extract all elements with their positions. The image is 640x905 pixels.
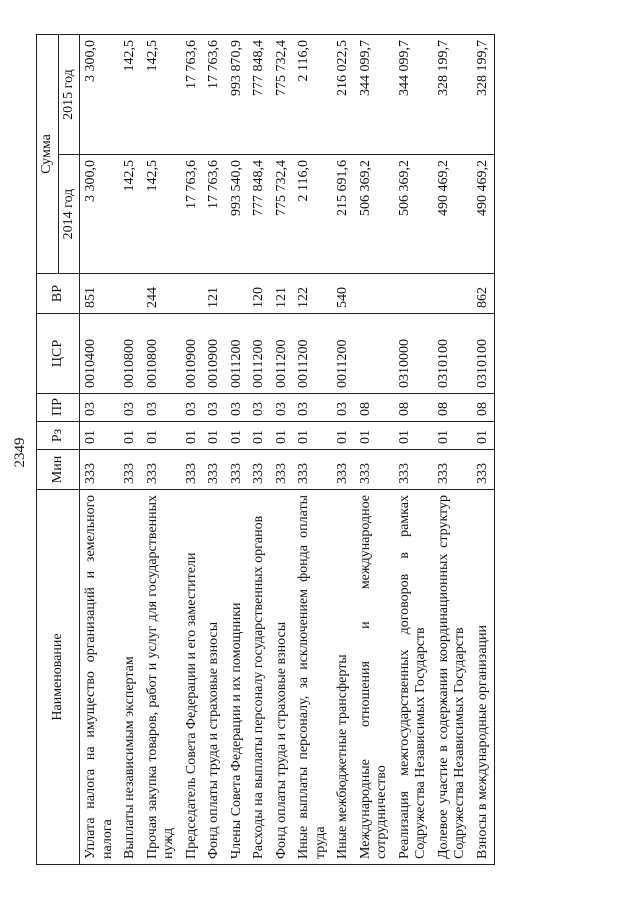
- table-row: [80, 35, 120, 865]
- row-pr: 08: [472, 394, 495, 422]
- row-pr: 03: [248, 394, 271, 422]
- row-sum-2015: 17 763,6: [181, 35, 204, 155]
- row-sum-2014: 215 691,6: [332, 155, 355, 274]
- row-rz: 01: [248, 422, 271, 450]
- row-rz: 01: [226, 422, 249, 450]
- table-row: [142, 35, 181, 865]
- table-row: [226, 35, 249, 865]
- row-csr: 0310100: [472, 314, 495, 394]
- row-min: 333: [248, 450, 271, 490]
- row-sum-2014: 777 848,4: [248, 155, 271, 274]
- row-rz: 01: [472, 422, 495, 450]
- row-min: 333: [142, 450, 181, 490]
- row-csr: 0011200: [226, 314, 249, 394]
- row-pr: 03: [293, 394, 332, 422]
- row-sum-2015: 775 732,4: [271, 35, 294, 155]
- table-row: [181, 35, 204, 865]
- page-number: 2349: [12, 437, 28, 468]
- budget-table: [36, 34, 495, 865]
- row-rz: 01: [394, 422, 433, 450]
- row-rz: 01: [433, 422, 472, 450]
- row-sum-2015: 3 300,0: [80, 35, 120, 155]
- row-vr: [226, 274, 249, 314]
- row-pr: 08: [433, 394, 472, 422]
- row-sum-2014: 775 732,4: [271, 155, 294, 274]
- row-vr: [355, 274, 394, 314]
- header-rz: Рз: [37, 422, 80, 450]
- table-row: [355, 35, 394, 865]
- table-row: [203, 35, 226, 865]
- row-csr: 0010800: [142, 314, 181, 394]
- row-name: Международные отношения и международное сотрудничество: [355, 490, 394, 865]
- row-rz: 01: [355, 422, 394, 450]
- row-sum-2014: 993 540,0: [226, 155, 249, 274]
- row-min: 333: [433, 450, 472, 490]
- row-sum-2015: 17 763,6: [203, 35, 226, 155]
- row-min: 333: [119, 450, 142, 490]
- row-vr: [119, 274, 142, 314]
- row-vr: 851: [80, 274, 120, 314]
- table-row: [472, 35, 495, 865]
- row-sum-2015: 2 116,0: [293, 35, 332, 155]
- table-row: [394, 35, 433, 865]
- row-pr: 08: [355, 394, 394, 422]
- row-pr: 03: [332, 394, 355, 422]
- row-sum-2014: 17 763,6: [181, 155, 204, 274]
- row-pr: 03: [80, 394, 120, 422]
- row-sum-2014: 17 763,6: [203, 155, 226, 274]
- row-sum-2015: 142,5: [119, 35, 142, 155]
- row-vr: 244: [142, 274, 181, 314]
- row-sum-2014: 2 116,0: [293, 155, 332, 274]
- row-csr: 0010400: [80, 314, 120, 394]
- row-sum-2014: 506 369,2: [394, 155, 433, 274]
- row-vr: 121: [271, 274, 294, 314]
- row-rz: 01: [332, 422, 355, 450]
- row-min: 333: [203, 450, 226, 490]
- row-vr: 120: [248, 274, 271, 314]
- row-sum-2015: 328 199,7: [472, 35, 495, 155]
- row-rz: 01: [142, 422, 181, 450]
- row-pr: 03: [142, 394, 181, 422]
- row-min: 333: [472, 450, 495, 490]
- row-csr: 0011200: [271, 314, 294, 394]
- row-vr: [394, 274, 433, 314]
- row-sum-2015: 777 848,4: [248, 35, 271, 155]
- row-sum-2015: 993 870,9: [226, 35, 249, 155]
- row-pr: 08: [394, 394, 433, 422]
- row-sum-2015: 344 099,7: [355, 35, 394, 155]
- row-sum-2014: 490 469,2: [472, 155, 495, 274]
- row-sum-2015: 216 022,5: [332, 35, 355, 155]
- row-csr: 0010900: [181, 314, 204, 394]
- row-min: 333: [394, 450, 433, 490]
- table-row: [433, 35, 472, 865]
- row-sum-2015: 328 199,7: [433, 35, 472, 155]
- row-csr: 0011200: [248, 314, 271, 394]
- row-min: 333: [226, 450, 249, 490]
- row-vr: 122: [293, 274, 332, 314]
- row-csr: 0310100: [433, 314, 472, 394]
- row-name: Прочая закупка товаров, работ и услуг для государственных нужд: [142, 490, 181, 865]
- row-csr: 0010900: [203, 314, 226, 394]
- row-name: Фонд оплаты труда и страховые взносы: [203, 490, 226, 865]
- row-csr: 0011200: [293, 314, 332, 394]
- table-row: [293, 35, 332, 865]
- row-name: Долевое участие в содержании координационных структур Содружества Независимых Государств: [433, 490, 472, 865]
- row-sum-2014: 142,5: [142, 155, 181, 274]
- header-min: Мин: [37, 450, 80, 490]
- row-sum-2014: 490 469,2: [433, 155, 472, 274]
- row-name: Председатель Совета Федерации и его заместители: [181, 490, 204, 865]
- row-rz: 01: [181, 422, 204, 450]
- row-sum-2015: 142,5: [142, 35, 181, 155]
- row-name: Выплаты независимым экспертам: [119, 490, 142, 865]
- row-csr: [355, 314, 394, 394]
- row-csr: 0310000: [394, 314, 433, 394]
- header-2014: 2014 год: [58, 155, 80, 274]
- row-name: Уплата налога на имущество организаций и земельного налога: [80, 490, 120, 865]
- row-name: Реализация межгосударственных договоров в рамках Содружества Независимых Государств: [394, 490, 433, 865]
- row-name: Члены Совета Федерации и их помощники: [226, 490, 249, 865]
- row-sum-2014: 142,5: [119, 155, 142, 274]
- row-csr: 0011200: [332, 314, 355, 394]
- row-min: 333: [271, 450, 294, 490]
- row-vr: 540: [332, 274, 355, 314]
- header-pr: ПР: [37, 394, 80, 422]
- row-rz: 01: [293, 422, 332, 450]
- row-pr: 03: [203, 394, 226, 422]
- row-rz: 01: [271, 422, 294, 450]
- table-row: [332, 35, 355, 865]
- row-vr: 121: [203, 274, 226, 314]
- row-rz: 01: [80, 422, 120, 450]
- row-pr: 03: [226, 394, 249, 422]
- row-pr: 03: [181, 394, 204, 422]
- row-vr: 862: [472, 274, 495, 314]
- row-name: Фонд оплаты труда и страховые взносы: [271, 490, 294, 865]
- row-name: Иные выплаты персоналу, за исключением фонда оплаты труда: [293, 490, 332, 865]
- row-min: 333: [181, 450, 204, 490]
- row-name: Расходы на выплаты персоналу государственных органов: [248, 490, 271, 865]
- row-min: 333: [80, 450, 120, 490]
- table-row: [119, 35, 142, 865]
- row-name: Взносы в международные организации: [472, 490, 495, 865]
- row-rz: 01: [119, 422, 142, 450]
- header-name: Наименование: [37, 490, 80, 865]
- row-pr: 03: [271, 394, 294, 422]
- header-vr: ВР: [37, 274, 80, 314]
- row-pr: 03: [119, 394, 142, 422]
- table-body: [80, 35, 495, 865]
- header-2015: 2015 год: [58, 35, 80, 155]
- row-sum-2014: 3 300,0: [80, 155, 120, 274]
- row-csr: 0010800: [119, 314, 142, 394]
- row-sum-2015: 344 099,7: [394, 35, 433, 155]
- row-vr: [433, 274, 472, 314]
- table-row: [248, 35, 271, 865]
- header-sum: Сумма: [37, 35, 59, 274]
- row-min: 333: [293, 450, 332, 490]
- row-rz: 01: [203, 422, 226, 450]
- row-sum-2014: 506 369,2: [355, 155, 394, 274]
- table-row: [271, 35, 294, 865]
- row-vr: [181, 274, 204, 314]
- row-min: 333: [332, 450, 355, 490]
- header-csr: ЦСР: [37, 314, 80, 394]
- row-name: Иные межбюджетные трансферты: [332, 490, 355, 865]
- row-min: 333: [355, 450, 394, 490]
